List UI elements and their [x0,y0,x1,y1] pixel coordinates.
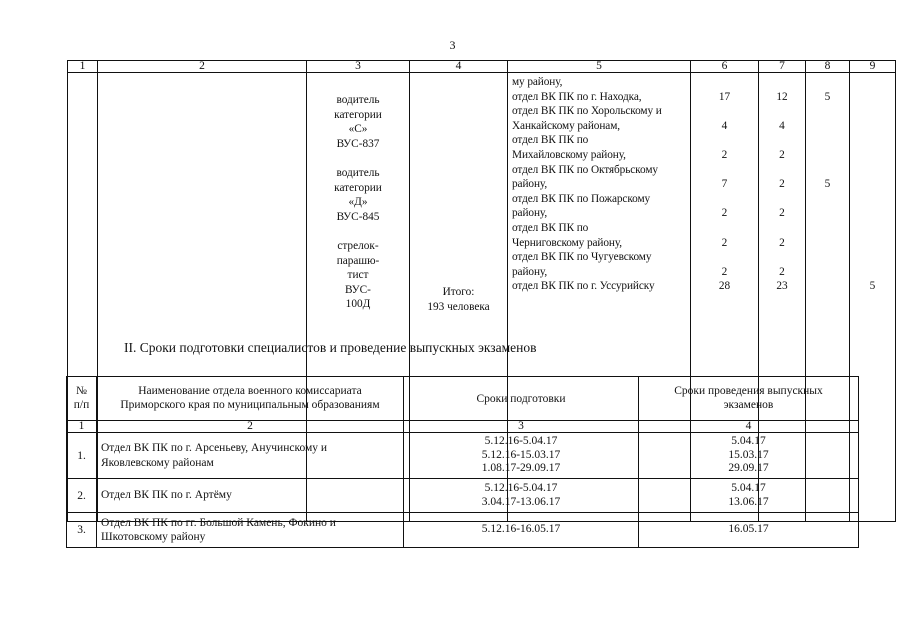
header-terms: Сроки подготовки [404,377,639,421]
department-line: отдел ВК ПК по г. Находка, [512,90,642,103]
col9-value [850,177,895,192]
col7-value: 2 [779,178,785,191]
exam-date: 13.06.17 [728,495,769,508]
exam-date: 5.04.17 [731,435,766,448]
col6-value: 28 [718,280,731,293]
col8-value [806,236,849,251]
exam-date: 15.03.17 [728,448,769,461]
col6-value [691,192,758,207]
col7-value [759,250,805,265]
department-line: отдел ВК ПК по г. Уссурийску [512,280,655,293]
specialty-line: категории [334,181,382,194]
total-value: 193 человека [427,300,490,313]
col6-value: 17 [718,90,731,103]
row-number: 2. [67,479,97,513]
col7-value [759,104,805,119]
col7-value [759,75,805,90]
table1-header-row [68,61,896,73]
department-name [97,513,404,548]
training-term: 5.12.16-15.03.17 [481,448,561,461]
column-number: 3 [404,421,639,433]
department-name [97,433,404,479]
department-name [97,479,404,513]
department-line: Черниговскому району, [512,236,622,249]
department-line: му району, [512,76,563,88]
specialty-line [307,224,409,239]
col9-value [850,236,895,251]
specialty-line: категории [334,108,382,121]
page-number: 3 [449,38,456,52]
col8-value [806,133,849,148]
col8-value [806,163,849,178]
col9-value [850,163,895,178]
header-exams [639,377,859,421]
col7-value [759,133,805,148]
col9-value [850,221,895,236]
header-name-line: Наименование отдела военного комиссариата [138,385,362,397]
specialty-line: ВУС-837 [336,137,380,150]
table2-numbers-row [67,421,859,433]
department-line: отдел ВК ПК по Октябрьскому [512,163,658,176]
training-terms [404,513,639,548]
column-number: 2 [97,421,404,433]
col9-value [850,75,895,90]
table1-header-cell: 6 [691,61,759,73]
table-row [67,433,859,479]
row-number: 3. [67,513,97,548]
training-term: 5.12.16-5.04.17 [484,435,558,448]
training-term: 5.12.16-16.05.17 [481,523,561,536]
col6-value: 2 [721,207,728,220]
col6-value: 4 [721,119,728,132]
table-row [67,513,859,548]
col7-value: 2 [779,207,785,220]
col8-value [806,221,849,236]
col8-value [806,250,849,265]
col8-value [806,148,849,163]
col6-value [691,163,758,178]
department-line: району, [512,207,548,220]
department-name-line: Отдел ВК ПК по г. Артёму [101,489,232,502]
specialty-line: «Д» [348,196,368,209]
col6-value: 2 [721,265,728,278]
exam-date: 29.09.17 [728,462,769,475]
col8-value [806,265,849,280]
col7-value: 4 [779,119,785,132]
specialty-line: водитель [336,94,380,106]
col6-value [691,221,758,236]
exam-dates [639,513,859,548]
exam-date: 5.04.17 [731,482,766,494]
specialty-line: ВУС- [345,283,371,296]
col7-value: 23 [776,280,788,293]
col8-value [806,75,849,90]
training-term: 5.12.16-5.04.17 [484,482,558,494]
exam-date: 16.05.17 [728,523,769,536]
table2-header-row [67,377,859,421]
department-line: отдел ВК ПК по [512,221,589,234]
col6-value [691,250,758,265]
total-label: Итого: [442,286,475,298]
training-term: 3.04.17-13.06.17 [481,495,561,508]
col9-value [850,265,895,280]
department-name-line: Отдел ВК ПК по г. Арсеньеву, Анучинскому и [101,442,328,454]
specialty-line [307,151,409,166]
department-line: отдел ВК ПК по Чугуевскому [512,251,652,264]
col9-value [850,104,895,119]
section-title: II. Сроки подготовки специалистов и проведение выпускных экзаменов [124,340,537,355]
department-name-line: Отдел ВК ПК по гг. Большой Камень, Фокино и [101,516,336,529]
specialty-line: «С» [348,123,368,136]
specialty-line: тист [347,269,369,282]
header-name [97,377,404,421]
col6-value [691,104,758,119]
table1-header-cell: 3 [307,61,410,73]
department-name-line: Шкотовскому району [101,531,206,543]
exam-dates [639,433,859,479]
col9-value [850,90,895,105]
col8-value: 5 [824,90,831,103]
col6-value: 7 [721,178,728,191]
table1-header-cell: 4 [410,61,508,73]
col9-value [850,250,895,265]
col9-value: 5 [869,280,876,293]
training-terms [404,479,639,513]
schedule-table [66,376,859,548]
table-row [67,479,859,513]
department-line: району, [512,178,548,191]
col9-value [850,192,895,207]
header-name-line: Приморского края по муниципальным образованиям [120,398,380,411]
table1-header-cell: 2 [98,61,307,73]
department-line: району, [512,265,548,278]
col7-value: 2 [779,236,785,249]
department-line: отдел ВК ПК по [512,134,589,147]
column-number: 1 [67,421,97,433]
col7-value: 2 [779,148,785,161]
specialty-line: парашю- [336,254,380,267]
col8-value [806,279,849,294]
col9-value [850,119,895,134]
row-number: 1. [67,433,97,479]
col8-value [806,119,849,134]
specialty-line: водитель [336,166,380,179]
exam-dates [639,479,859,513]
specialty-line: стрелок- [337,239,379,252]
header-exams-line: Сроки проведения выпускных [674,385,823,397]
table1-header-cell: 8 [806,61,850,73]
table1-header-cell: 5 [508,61,691,73]
col7-value: 2 [779,265,785,278]
table1-header-cell: 9 [850,61,896,73]
department-line: отдел ВК ПК по Пожарскому [512,192,651,205]
training-terms [404,433,639,479]
training-term: 1.08.17-29.09.17 [481,462,561,475]
header-num-line: № [76,385,87,397]
specialty-line: 100Д [345,298,371,311]
col6-value: 2 [721,236,728,249]
col8-value [806,206,849,221]
table1-header-cell: 7 [759,61,806,73]
col8-value [806,192,849,207]
table1-header-cell: 1 [68,61,98,73]
col7-value: 12 [776,90,788,103]
header-num-line: п/п [73,398,90,411]
department-name-line: Яковлевскому районам [101,456,214,469]
col8-value [806,104,849,119]
col6-value: 2 [721,148,728,161]
department-line: отдел ВК ПК по Хорольскому и [512,105,662,118]
col6-value [691,133,758,148]
col7-value [759,221,805,236]
column-number: 4 [639,421,859,433]
department-line: Михайловскому району, [512,148,626,161]
col9-value [850,133,895,148]
col9-value [850,148,895,163]
department-line: Ханкайскому районам, [512,119,620,132]
specialty-line: ВУС-845 [336,210,380,223]
col9-value [850,206,895,221]
col6-value [691,75,758,90]
col7-value [759,192,805,207]
header-exams-line: экзаменов [723,398,774,411]
header-num [67,377,97,421]
col8-value: 5 [824,178,831,191]
col7-value [759,163,805,178]
